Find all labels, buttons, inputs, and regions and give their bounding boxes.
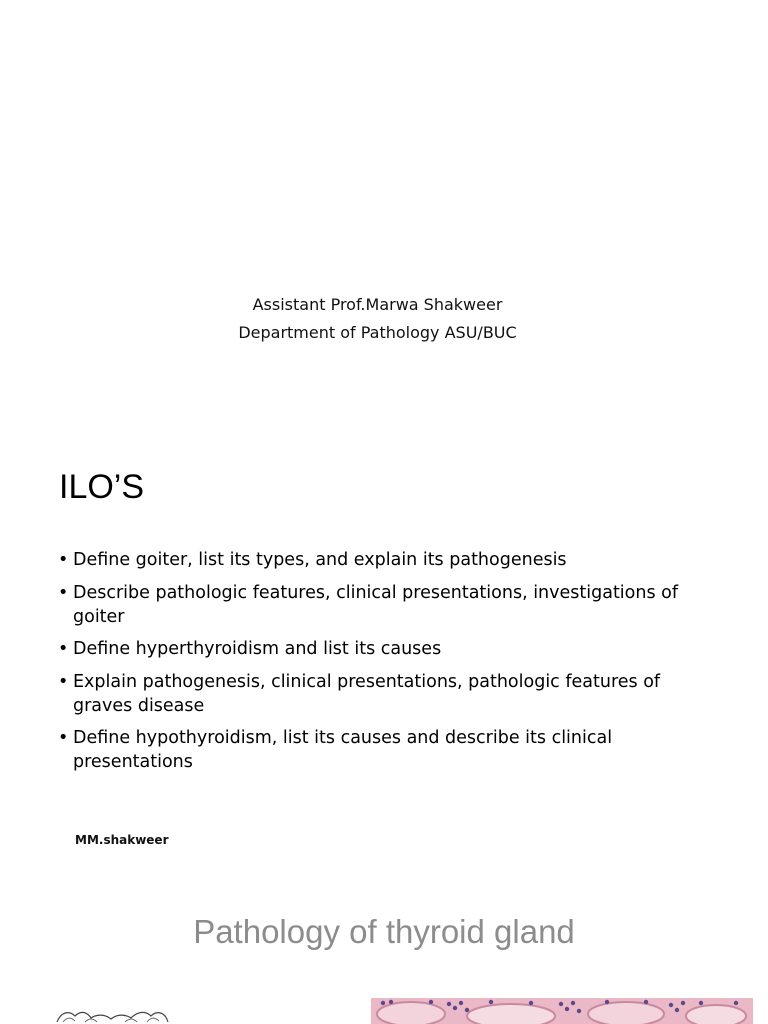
author-name: Assistant Prof.Marwa Shakweer <box>252 295 503 314</box>
list-item <box>58 581 718 629</box>
slide-title: Pathology of thyroid gland <box>193 913 575 950</box>
objective-text: Define hypothyroidism, list its causes and describe its clinical presentations <box>73 728 613 772</box>
slide-title-author <box>0 0 768 420</box>
slide-title: ILO’S <box>59 468 145 506</box>
histology-micrograph <box>371 998 753 1024</box>
slide-footer: MM.shakweer <box>75 833 169 847</box>
objective-text: Describe pathologic features, clinical presentations, investigations of goiter <box>73 582 679 627</box>
slide-thyroid-pathology <box>0 880 768 1024</box>
bullet-icon: • <box>58 728 69 748</box>
list-item <box>58 726 718 774</box>
slide-ilos <box>0 430 768 870</box>
bullet-icon: • <box>58 550 69 570</box>
bullet-icon: • <box>58 582 69 603</box>
bullet-icon: • <box>58 671 69 692</box>
list-item <box>58 670 718 718</box>
author-department: Department of Pathology ASU/BUC <box>238 323 517 342</box>
bullet-icon: • <box>58 639 69 659</box>
objective-text: Explain pathogenesis, clinical presentations, pathologic features of graves disease <box>73 671 661 716</box>
objective-text: Define goiter, list its types, and explain its pathogenesis <box>73 550 567 570</box>
thyroid-histology-image <box>371 998 753 1024</box>
objectives-list <box>58 548 718 783</box>
thyroid-gland-sketch <box>55 1008 170 1024</box>
list-item <box>58 637 718 661</box>
objective-text: Define hyperthyroidism and list its causes <box>73 639 442 659</box>
list-item <box>58 548 718 572</box>
author-block <box>0 291 755 347</box>
